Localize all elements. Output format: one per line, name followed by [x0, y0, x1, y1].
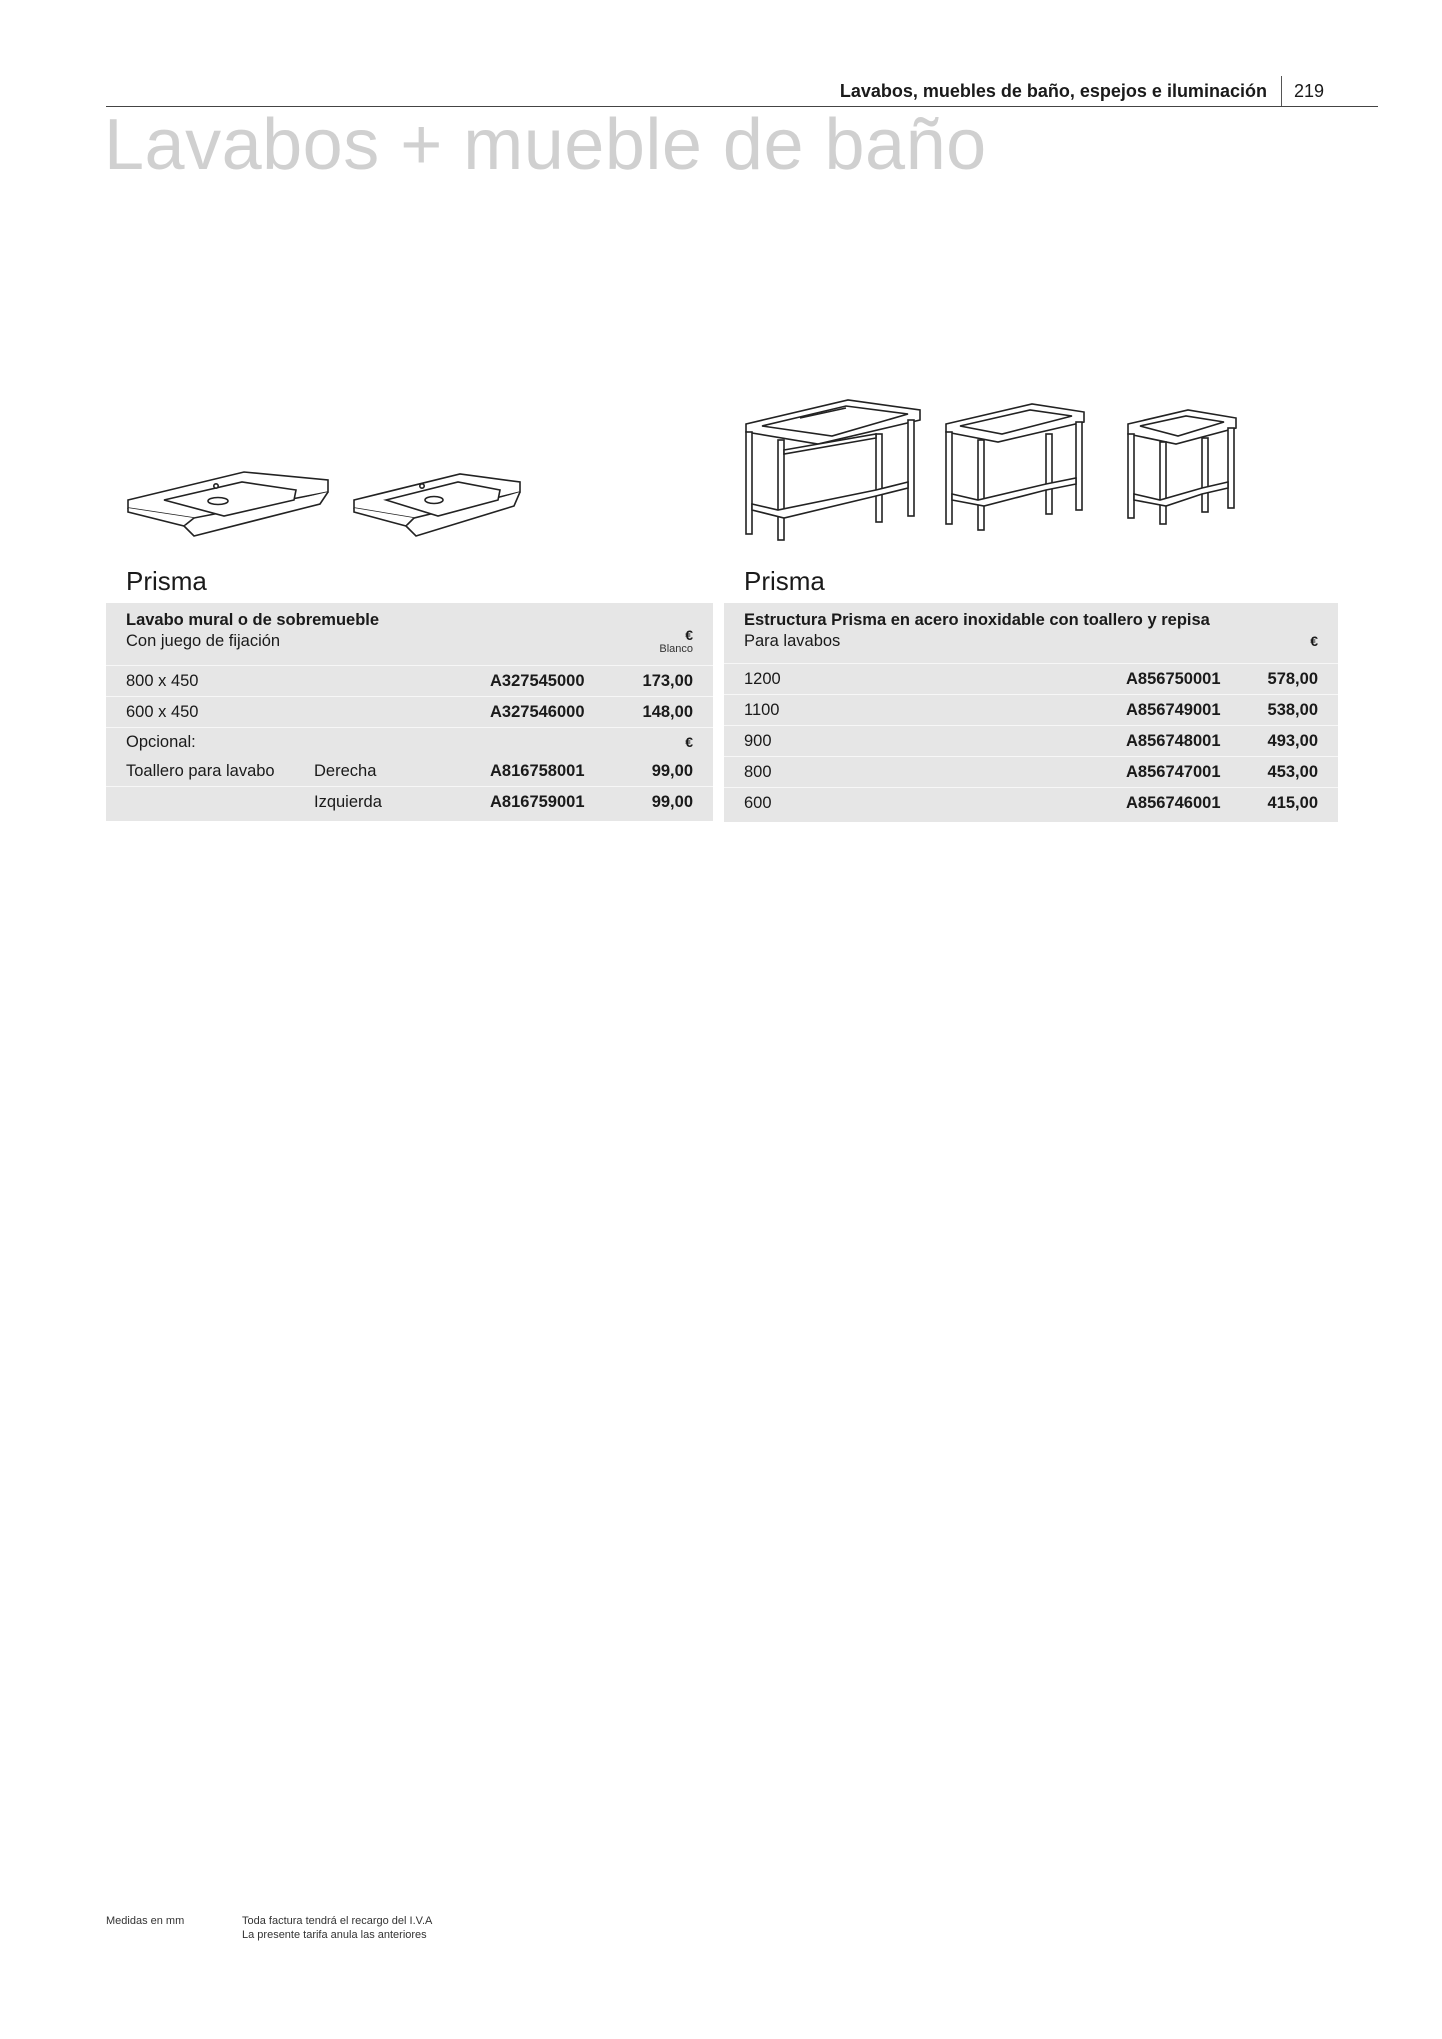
- code-cell: A856746001: [1126, 793, 1221, 812]
- code-cell: A856748001: [1126, 731, 1221, 750]
- side-cell: Derecha: [314, 761, 377, 780]
- footer-vat-note: Toda factura tendrá el recargo del I.V.A: [242, 1915, 433, 1927]
- currency-block: [659, 627, 693, 655]
- price-cell: 493,00: [1267, 731, 1318, 750]
- code-cell: A816759001: [490, 792, 585, 811]
- steel-frame-illustration: [742, 394, 1242, 546]
- table-row: [106, 665, 713, 696]
- footer-measure-note: Medidas en mm: [106, 1915, 185, 1927]
- item-label: Toallero para lavabo: [126, 761, 275, 780]
- code-cell: A327545000: [490, 671, 585, 690]
- table-row: [106, 696, 713, 727]
- optional-row: [106, 727, 713, 756]
- size-cell: 800: [744, 762, 772, 781]
- washbasin-price-table: [106, 603, 713, 821]
- table-row: [724, 787, 1338, 818]
- table-row: [106, 786, 713, 817]
- size-cell: 600: [744, 793, 772, 812]
- washbasin-illustration: [124, 460, 534, 540]
- page-number: 219: [1293, 80, 1324, 101]
- table-row: [724, 663, 1338, 694]
- size-cell: 1200: [744, 669, 781, 688]
- washbasin-panel: [106, 566, 713, 821]
- product-name: Lavabo mural o de sobremueble: [126, 611, 380, 629]
- price-cell: 173,00: [642, 671, 693, 690]
- table-row: [724, 694, 1338, 725]
- code-cell: A856749001: [1126, 700, 1221, 719]
- code-cell: A816758001: [490, 761, 585, 780]
- section-title: Lavabos, muebles de baño, espejos e iluminación: [839, 80, 1267, 101]
- price-cell: 99,00: [651, 761, 693, 780]
- product-subtitle: Con juego de fijación: [126, 632, 281, 650]
- steel-frame-price-table: [724, 603, 1338, 822]
- table-row: [106, 756, 713, 786]
- optional-label: Opcional:: [126, 732, 196, 751]
- product-header: [106, 603, 713, 665]
- table-row: [724, 756, 1338, 787]
- finish-label: Blanco: [659, 643, 693, 655]
- product-header: [724, 603, 1338, 663]
- code-cell: A327546000: [490, 702, 585, 721]
- price-cell: 99,00: [651, 792, 693, 811]
- size-cell: 800 x 450: [126, 671, 199, 690]
- size-cell: 600 x 450: [126, 702, 199, 721]
- price-cell: 148,00: [642, 702, 693, 721]
- currency-symbol: €: [1310, 633, 1318, 649]
- size-cell: 900: [744, 731, 772, 750]
- product-name: Estructura Prisma en acero inoxidable con toallero y repisa: [744, 611, 1210, 629]
- currency-block: [1310, 633, 1318, 649]
- side-cell: Izquierda: [314, 792, 382, 811]
- footer-legal-note: [242, 1914, 432, 1942]
- price-cell: 538,00: [1267, 700, 1318, 719]
- price-cell: 578,00: [1267, 669, 1318, 688]
- price-cell: 415,00: [1267, 793, 1318, 812]
- currency-symbol: €: [685, 627, 693, 643]
- page-title: Lavabos + mueble de baño: [104, 105, 987, 185]
- code-cell: A856750001: [1126, 669, 1221, 688]
- table-row: [724, 725, 1338, 756]
- size-cell: 1100: [744, 700, 780, 719]
- price-cell: 453,00: [1267, 762, 1318, 781]
- panel-heading: Prisma: [126, 566, 207, 596]
- product-subtitle: Para lavabos: [744, 632, 841, 650]
- currency-symbol: €: [685, 734, 693, 750]
- steel-frame-panel: [724, 566, 1338, 822]
- code-cell: A856747001: [1126, 762, 1221, 781]
- footer-tariff-note: La presente tarifa anula las anteriores: [242, 1929, 427, 1941]
- panel-heading: Prisma: [744, 566, 825, 596]
- page-header: [840, 76, 1324, 106]
